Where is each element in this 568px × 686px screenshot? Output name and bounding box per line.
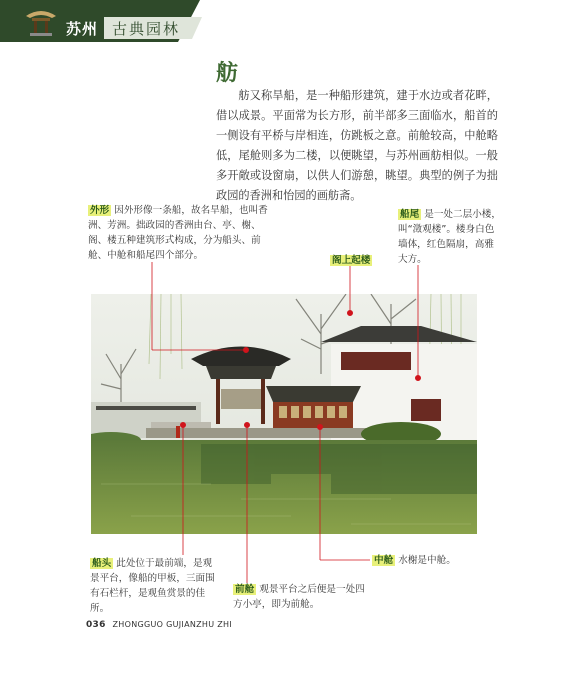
banner-section: 古典园林 [112, 20, 181, 38]
note-stern [398, 207, 502, 267]
tag-stern: 船尾 [400, 209, 420, 220]
garden-boat-photo [91, 294, 477, 534]
note-middle [372, 553, 492, 568]
note-bow [90, 556, 216, 616]
page-number: 036 [86, 620, 106, 630]
note-bow-text: 此处位于最前端，是观景平台，像船的甲板，三面围有石栏杆，是观鱼赏景的佳所。 [90, 558, 215, 614]
note-shape-text: 因外形像一条船，故名旱船，也叫香洲、芳洲。拙政园的香洲由台、亭、榭、阁、楼五种建筑形式构成，分为船头、前舱、中舱和船尾四个部分。 [88, 205, 268, 261]
note-stern-text: 是一处二层小楼，叫“澂观楼”。楼身白色墙体，红色隔扇，高雅大方。 [398, 209, 501, 265]
note-middle-text: 水榭是中舱。 [398, 555, 456, 566]
page-title: 舫 [216, 61, 239, 86]
tag-gelou: 阁上起楼 [332, 255, 371, 266]
tag-shape: 外形 [90, 205, 110, 216]
note-front-text: 观景平台之后便是一处四方小亭，即为前舱。 [233, 584, 365, 610]
pavilion-logo-icon [24, 4, 58, 38]
banner-region: 苏州 [66, 20, 99, 38]
tag-middle: 中舱 [374, 555, 394, 566]
page-footer [86, 620, 232, 630]
intro-paragraph: 舫又称旱船，是一种船形建筑，建于水边或者花畔，借以成景。平面常为长方形，前半部多三面临水，船首的一侧设有平桥与岸相连，仿跳板之意。前舱较高，中舱略低，尾舱则多为二楼，以便眺望，与苏州画舫相似。一般多开敞或设窗扇，以供人们游憩，眺望。典型的例子为拙政园的香洲和怡园的画舫斋。 [216, 89, 498, 202]
tag-bow: 船头 [92, 558, 112, 569]
note-gelou [330, 253, 372, 268]
series-title: ZHONGGUO GUJIANZHU ZHI [112, 620, 232, 629]
note-shape [88, 203, 274, 263]
note-front [233, 582, 373, 612]
tag-front: 前舱 [235, 584, 255, 595]
